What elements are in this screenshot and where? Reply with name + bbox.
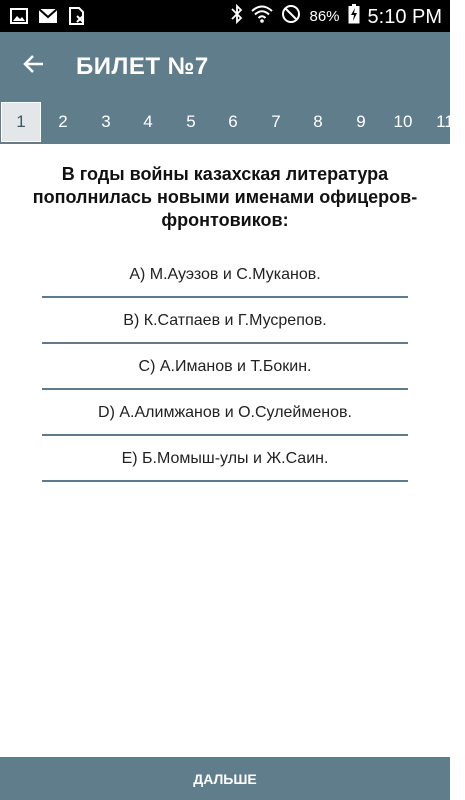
- tab-question-10[interactable]: 10: [393, 112, 413, 131]
- battery-percent: 86%: [309, 7, 340, 25]
- answer-option-c[interactable]: C) А.Иманов и Т.Бокин.: [42, 346, 408, 390]
- do-not-disturb-icon: [281, 4, 301, 29]
- app-bar: [0, 32, 450, 100]
- tab-question-3[interactable]: 3: [101, 112, 111, 131]
- back-button[interactable]: [14, 48, 54, 84]
- tab-question-11[interactable]: 11: [436, 112, 454, 131]
- battery-charging-icon: [348, 4, 360, 29]
- status-bar: [0, 0, 450, 32]
- tab-question-2[interactable]: 2: [58, 112, 68, 131]
- tab-question-4[interactable]: 4: [143, 112, 153, 131]
- bluetooth-icon: [231, 4, 243, 29]
- answer-option-a[interactable]: A) М.Ауэзов и С.Муканов.: [42, 254, 408, 298]
- notification-icons: [10, 7, 86, 30]
- tab-question-8[interactable]: 8: [313, 112, 323, 131]
- system-icons: [231, 4, 442, 29]
- tab-question-7[interactable]: 7: [271, 112, 281, 131]
- tab-question-9[interactable]: 9: [356, 112, 366, 131]
- no-sim-icon: [68, 7, 86, 30]
- question-tabs: [0, 100, 454, 144]
- mail-icon: [38, 8, 58, 29]
- clock: 5:10 PM: [367, 5, 442, 28]
- answer-list: [42, 254, 408, 484]
- page-title: БИЛЕТ №7: [76, 53, 209, 80]
- tab-question-6[interactable]: 6: [228, 112, 238, 131]
- wifi-icon: [251, 5, 273, 28]
- gallery-icon: [10, 8, 28, 29]
- question-text: В годы войны казахская литература пополнилась новыми именами офицеров-фронтовиков:: [32, 164, 418, 230]
- next-button[interactable]: ДАЛЬШЕ: [0, 757, 450, 800]
- tab-question-5[interactable]: 5: [186, 112, 196, 131]
- arrow-left-icon: [22, 52, 46, 81]
- answer-option-d[interactable]: D) А.Алимжанов и О.Сулейменов.: [42, 392, 408, 436]
- tab-question-1[interactable]: 1: [1, 102, 41, 142]
- answer-option-b[interactable]: B) К.Сатпаев и Г.Мусрепов.: [42, 300, 408, 344]
- answer-option-e[interactable]: E) Б.Момыш-улы и Ж.Саин.: [42, 438, 408, 482]
